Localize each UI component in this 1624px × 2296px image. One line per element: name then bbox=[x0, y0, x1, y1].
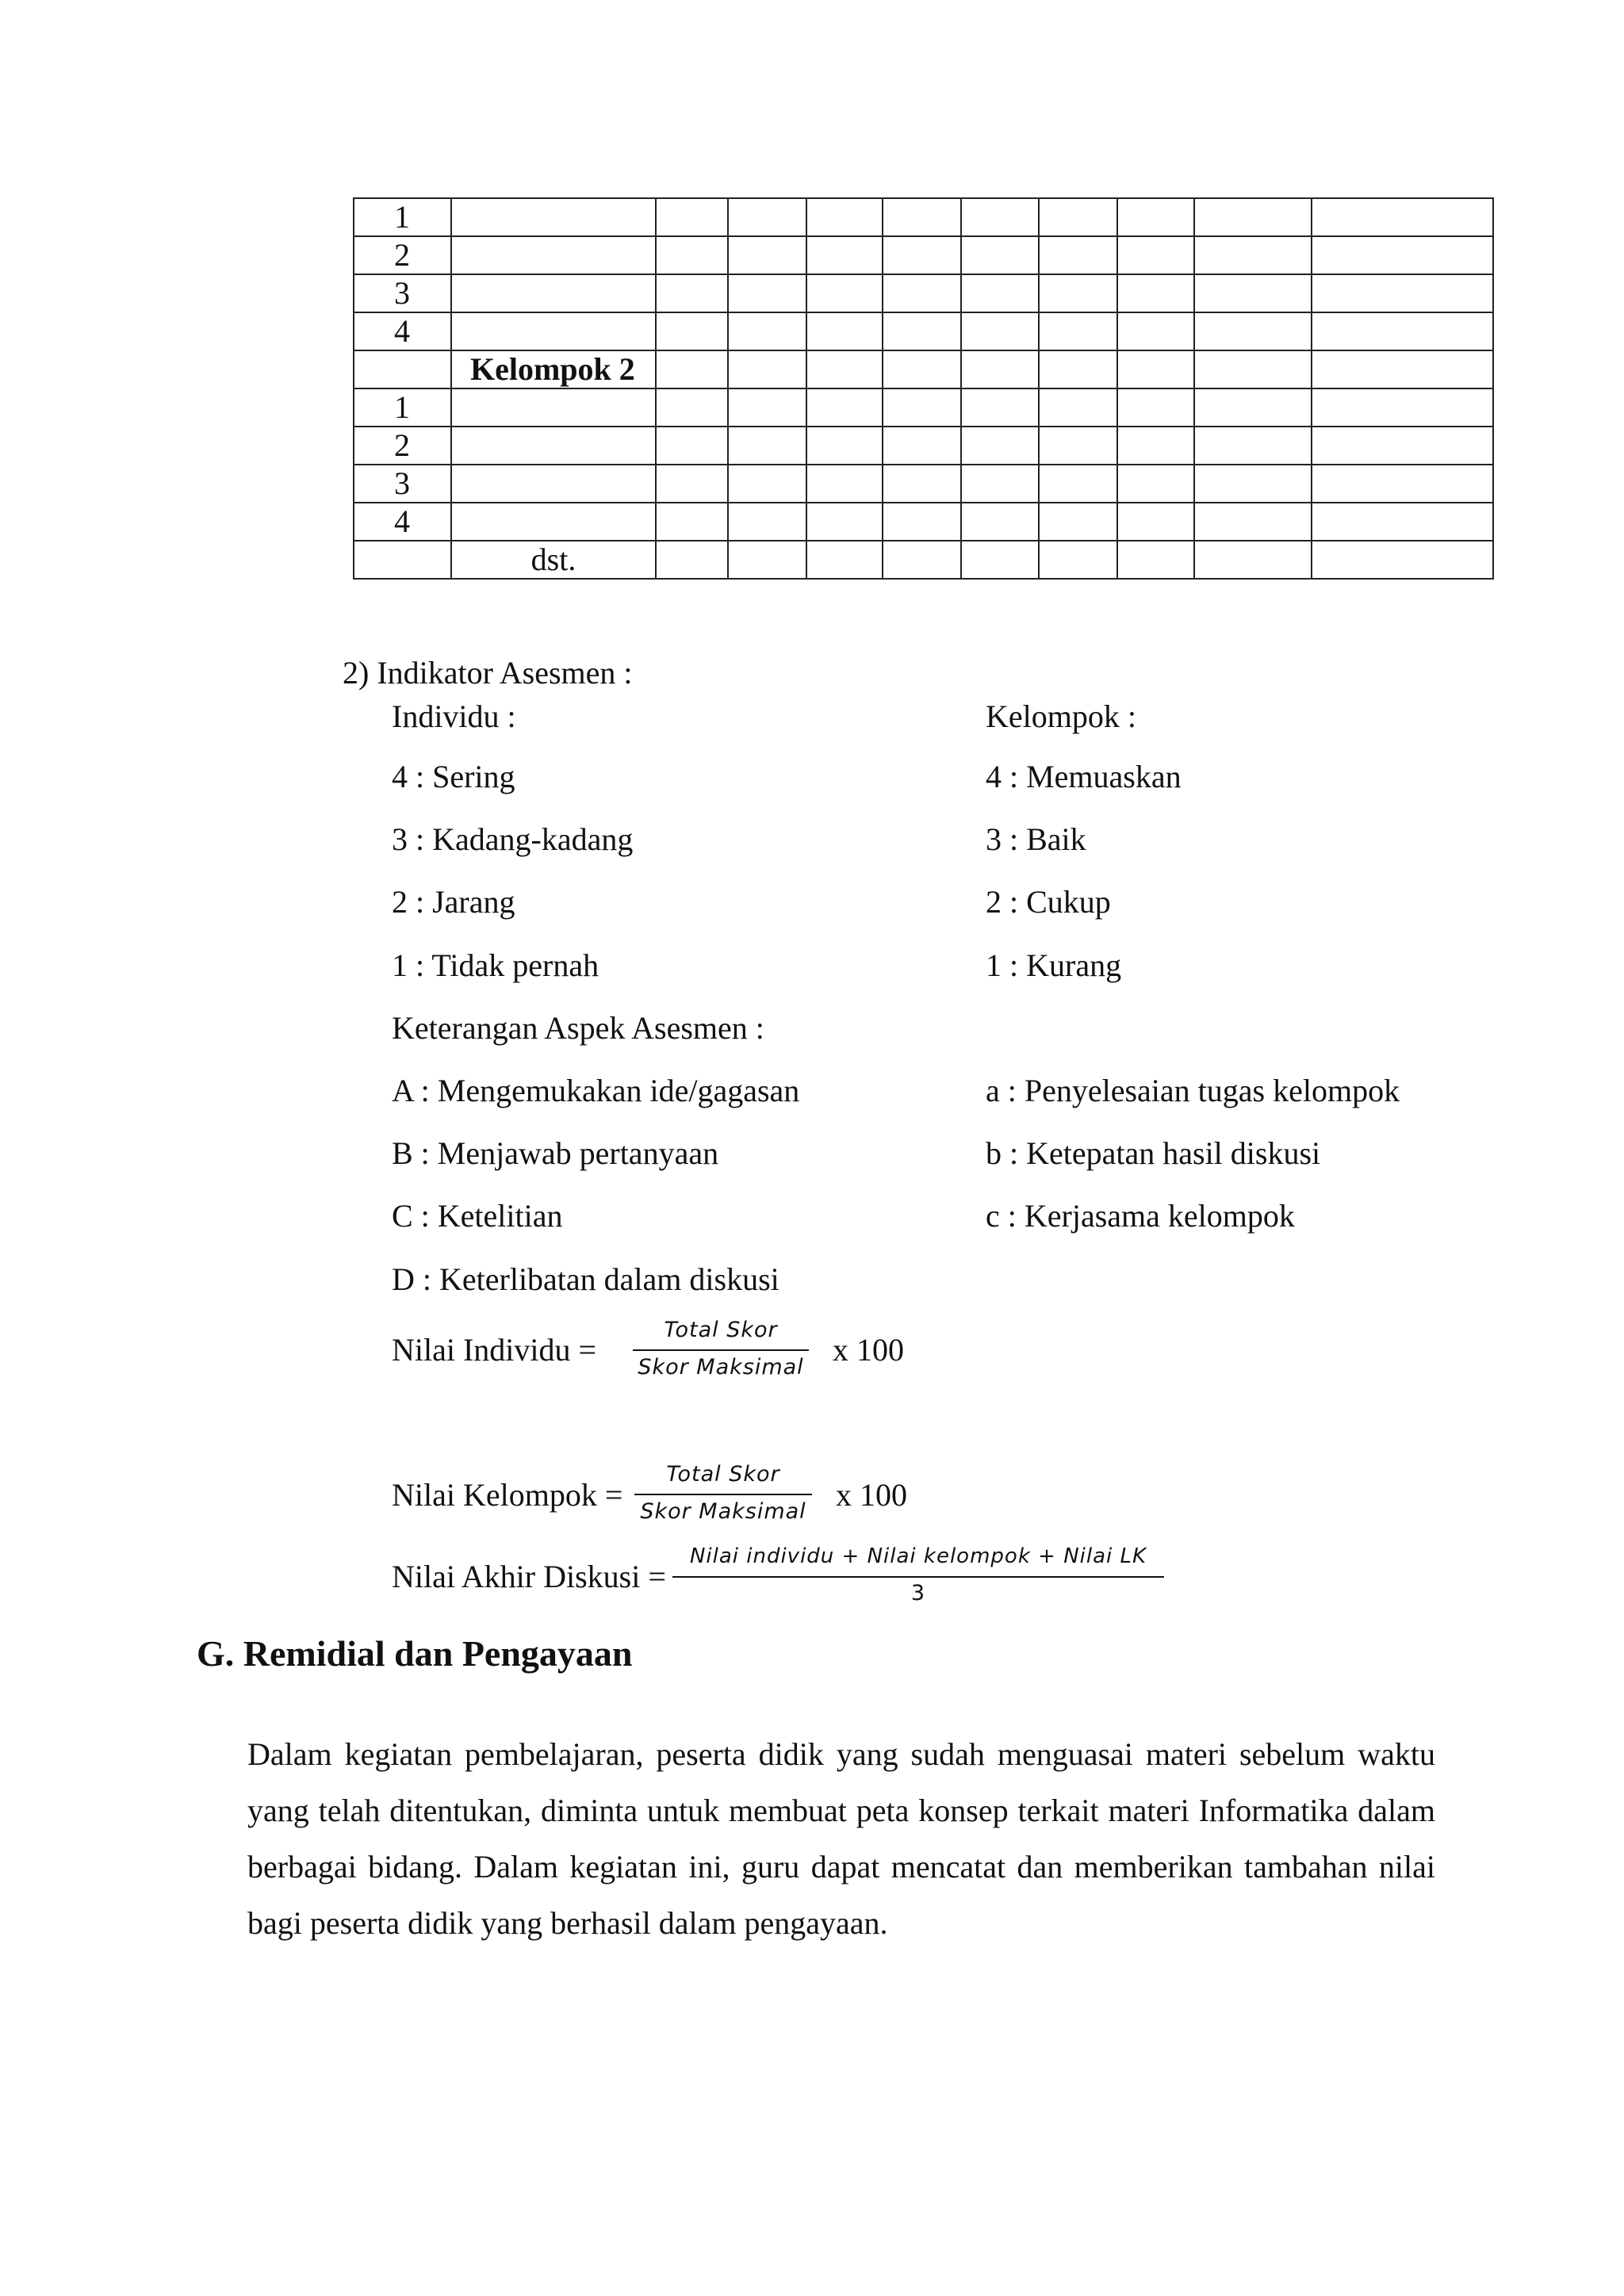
row-name bbox=[451, 312, 656, 350]
formula-individu-numerator: Total Skor bbox=[664, 1318, 778, 1342]
aspek-individu-item: C : Ketelitian bbox=[392, 1198, 563, 1234]
assessment-table bbox=[353, 197, 1494, 580]
kelompok-scale-item: 1 : Kurang bbox=[986, 947, 1122, 983]
row-number: 1 bbox=[354, 388, 451, 427]
fraction-bar bbox=[633, 1349, 809, 1351]
table-row bbox=[354, 427, 1493, 465]
formula-akhir-label: Nilai Akhir Diskusi = bbox=[392, 1559, 666, 1594]
row-number: 3 bbox=[354, 274, 451, 312]
kelompok-scale-item: 4 : Memuaskan bbox=[986, 759, 1182, 794]
individu-scale-item: 4 : Sering bbox=[392, 759, 515, 794]
individu-scale-item: 2 : Jarang bbox=[392, 884, 515, 920]
formula-kelompok-multiplier: x 100 bbox=[836, 1477, 907, 1513]
row-number: 3 bbox=[354, 465, 451, 503]
group-label: Kelompok 2 bbox=[451, 350, 656, 388]
formula-akhir-denominator: 3 bbox=[910, 1581, 926, 1605]
aspek-label: Keterangan Aspek Asesmen : bbox=[392, 1010, 764, 1046]
section-paragraph: Dalam kegiatan pembelajaran, peserta didik yang sudah menguasai materi sebelum waktu yang telah ditentukan, diminta untuk membuat peta konsep terkait materi Informatika dalam berbagai bidang. Dalam kegiatan ini, guru dapat mencatat dan memberikan tambahan nilai bagi peserta didik yang berhasil dalam pengayaan. bbox=[247, 1736, 1435, 1941]
table-row bbox=[354, 465, 1493, 503]
kelompok-label: Kelompok : bbox=[986, 698, 1136, 734]
row-name bbox=[451, 198, 656, 236]
table-row bbox=[354, 312, 1493, 350]
row-name bbox=[451, 503, 656, 541]
individu-label: Individu : bbox=[392, 698, 516, 734]
row-number: 4 bbox=[354, 503, 451, 541]
section-title: G. Remidial dan Pengayaan bbox=[197, 1633, 633, 1674]
table-row bbox=[354, 236, 1493, 274]
formula-individu-label: Nilai Individu = bbox=[392, 1332, 597, 1368]
formula-kelompok-numerator: Total Skor bbox=[666, 1462, 780, 1487]
table-row bbox=[354, 388, 1493, 427]
aspek-individu-item: D : Keterlibatan dalam diskusi bbox=[392, 1261, 779, 1297]
formula-individu-multiplier: x 100 bbox=[833, 1332, 904, 1368]
row-name bbox=[451, 388, 656, 427]
row-number bbox=[354, 350, 451, 388]
formula-individu-denominator: Skor Maksimal bbox=[638, 1355, 804, 1380]
table-row bbox=[354, 198, 1493, 236]
formula-kelompok-label: Nilai Kelompok = bbox=[392, 1477, 623, 1513]
row-number: 2 bbox=[354, 427, 451, 465]
aspek-individu-item: B : Menjawab pertanyaan bbox=[392, 1135, 719, 1171]
individu-scale-item: 1 : Tidak pernah bbox=[392, 947, 599, 983]
aspek-kelompok-item: c : Kerjasama kelompok bbox=[986, 1198, 1295, 1234]
row-number: 2 bbox=[354, 236, 451, 274]
row-number: 4 bbox=[354, 312, 451, 350]
table-row bbox=[354, 350, 1493, 388]
formula-kelompok-denominator: Skor Maksimal bbox=[640, 1499, 806, 1524]
row-number: 1 bbox=[354, 198, 451, 236]
kelompok-scale-item: 2 : Cukup bbox=[986, 884, 1111, 920]
aspek-individu-item: A : Mengemukakan ide/gagasan bbox=[392, 1073, 800, 1108]
row-name bbox=[451, 274, 656, 312]
continuation-label: dst. bbox=[451, 541, 656, 579]
individu-scale-item: 3 : Kadang-kadang bbox=[392, 821, 634, 857]
fraction-bar bbox=[634, 1494, 812, 1495]
kelompok-scale-item: 3 : Baik bbox=[986, 821, 1086, 857]
row-name bbox=[451, 236, 656, 274]
table-row bbox=[354, 541, 1493, 579]
table-row bbox=[354, 274, 1493, 312]
table-row bbox=[354, 503, 1493, 541]
aspek-kelompok-item: b : Ketepatan hasil diskusi bbox=[986, 1135, 1321, 1171]
row-name bbox=[451, 465, 656, 503]
row-number bbox=[354, 541, 451, 579]
formula-akhir-numerator: Nilai individu + Nilai kelompok + Nilai LK bbox=[689, 1544, 1147, 1568]
row-name bbox=[451, 427, 656, 465]
fraction-bar bbox=[672, 1576, 1164, 1578]
aspek-kelompok-item: a : Penyelesaian tugas kelompok bbox=[986, 1073, 1400, 1108]
indicator-heading: 2) Indikator Asesmen : bbox=[343, 655, 633, 691]
